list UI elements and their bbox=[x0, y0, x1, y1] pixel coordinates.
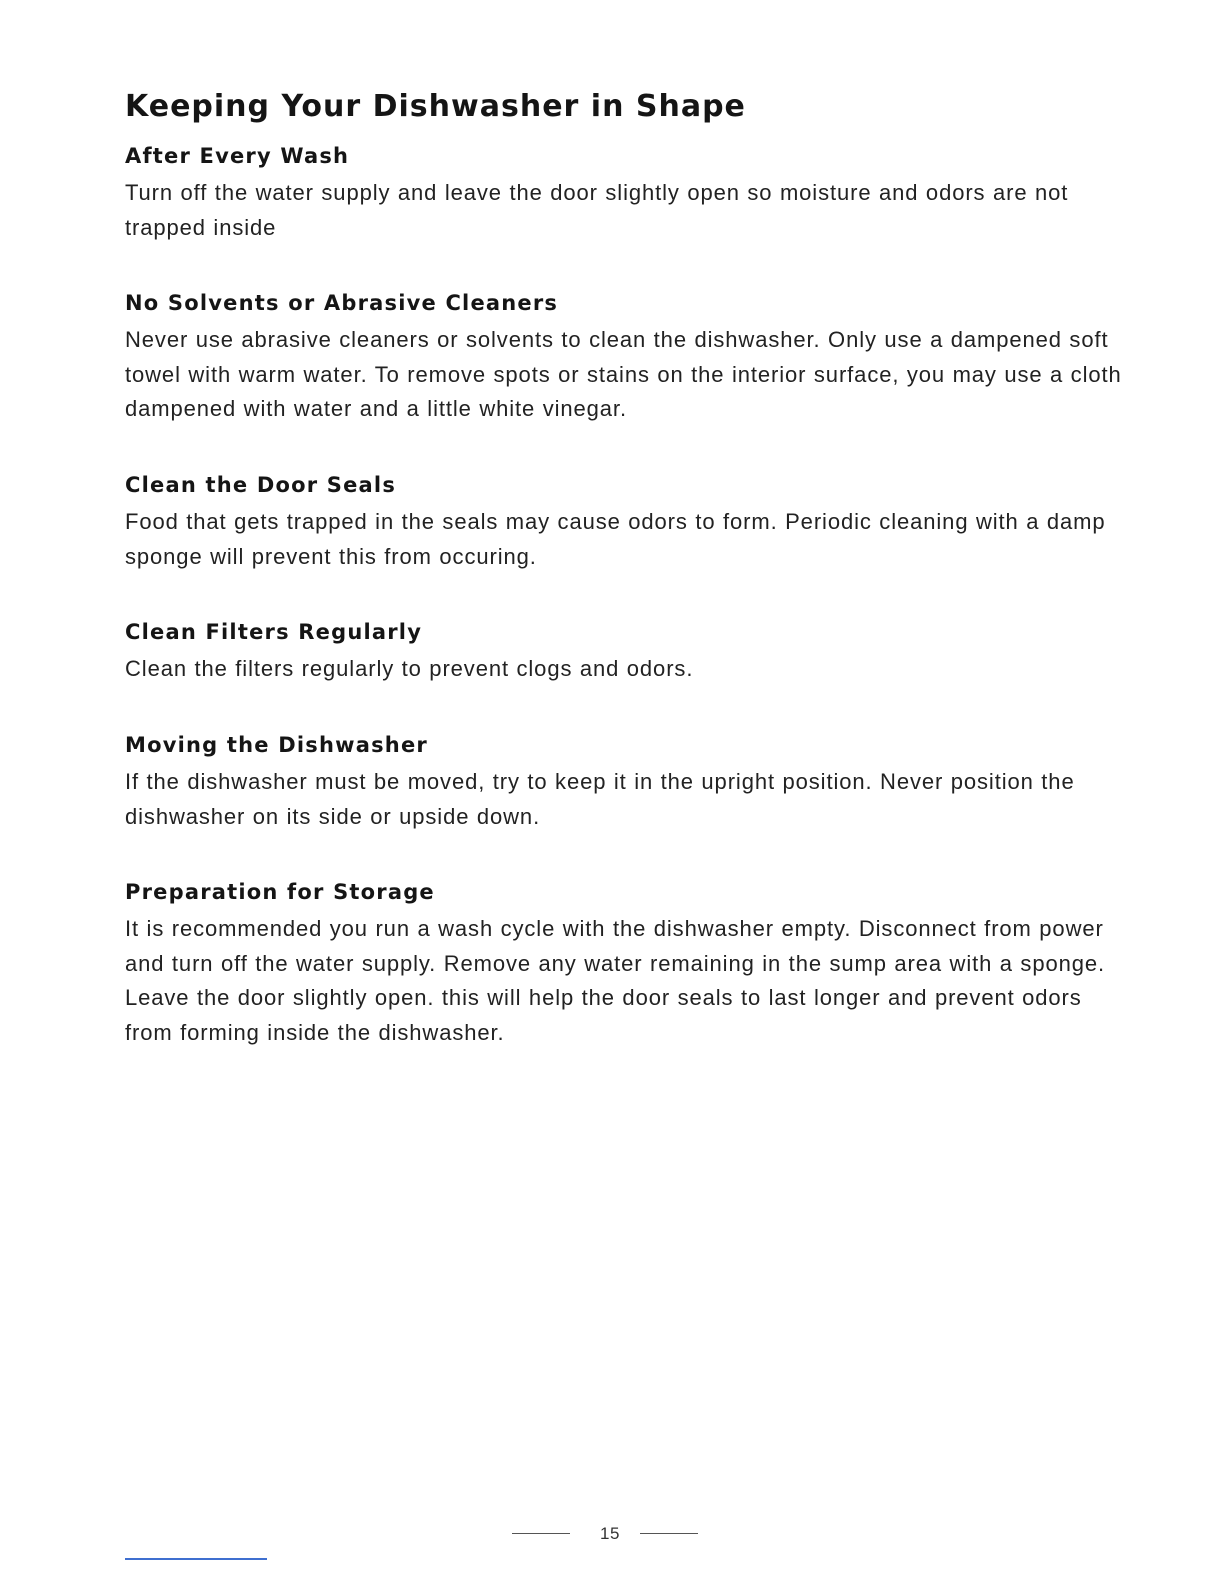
section-body: Food that gets trapped in the seals may cause odors to form. Periodic cleaning with a damp sponge will prevent this from occuring. bbox=[125, 509, 1106, 569]
footer-divider-right bbox=[640, 1533, 698, 1534]
section-body: If the dishwasher must be moved, try to keep it in the upright position. Never position the dishwasher on its side or upside down. bbox=[125, 769, 1075, 829]
section-no-solvents bbox=[125, 289, 1135, 427]
section-body: Clean the filters regularly to prevent clogs and odors. bbox=[125, 656, 694, 681]
section-preparation-storage bbox=[125, 878, 1135, 1050]
page-number: 15 bbox=[600, 1524, 620, 1543]
section-moving-dishwasher bbox=[125, 731, 1135, 834]
footer-divider-left bbox=[512, 1533, 570, 1534]
section-body: Never use abrasive cleaners or solvents to clean the dishwasher. Only use a dampened soft towel with warm water. To remove spots or stains on the interior surface, you may use a cloth dampened with water and a little white vinegar. bbox=[125, 327, 1122, 421]
section-heading: No Solvents or Abrasive Cleaners bbox=[125, 291, 559, 315]
section-heading: After Every Wash bbox=[125, 144, 350, 168]
bottom-link-underline bbox=[125, 1558, 267, 1560]
section-heading: Preparation for Storage bbox=[125, 880, 435, 904]
section-heading: Clean the Door Seals bbox=[125, 473, 397, 497]
section-body: Turn off the water supply and leave the door slightly open so moisture and odors are not trapped inside bbox=[125, 180, 1069, 240]
page-footer bbox=[0, 1520, 1224, 1550]
section-heading: Moving the Dishwasher bbox=[125, 733, 428, 757]
section-clean-door-seals bbox=[125, 471, 1135, 574]
section-heading: Clean Filters Regularly bbox=[125, 620, 423, 644]
page-title: Keeping Your Dishwasher in Shape bbox=[125, 89, 746, 124]
section-body: It is recommended you run a wash cycle with the dishwasher empty. Disconnect from power and turn off the water supply. Remove any water remaining in the sump area with a sponge. Leave the door slightly open. this will help the door seals to last longer and prevent odors from forming inside the dishwasher. bbox=[125, 916, 1106, 1045]
section-clean-filters bbox=[125, 618, 1135, 687]
section-after-every-wash bbox=[125, 142, 1135, 245]
